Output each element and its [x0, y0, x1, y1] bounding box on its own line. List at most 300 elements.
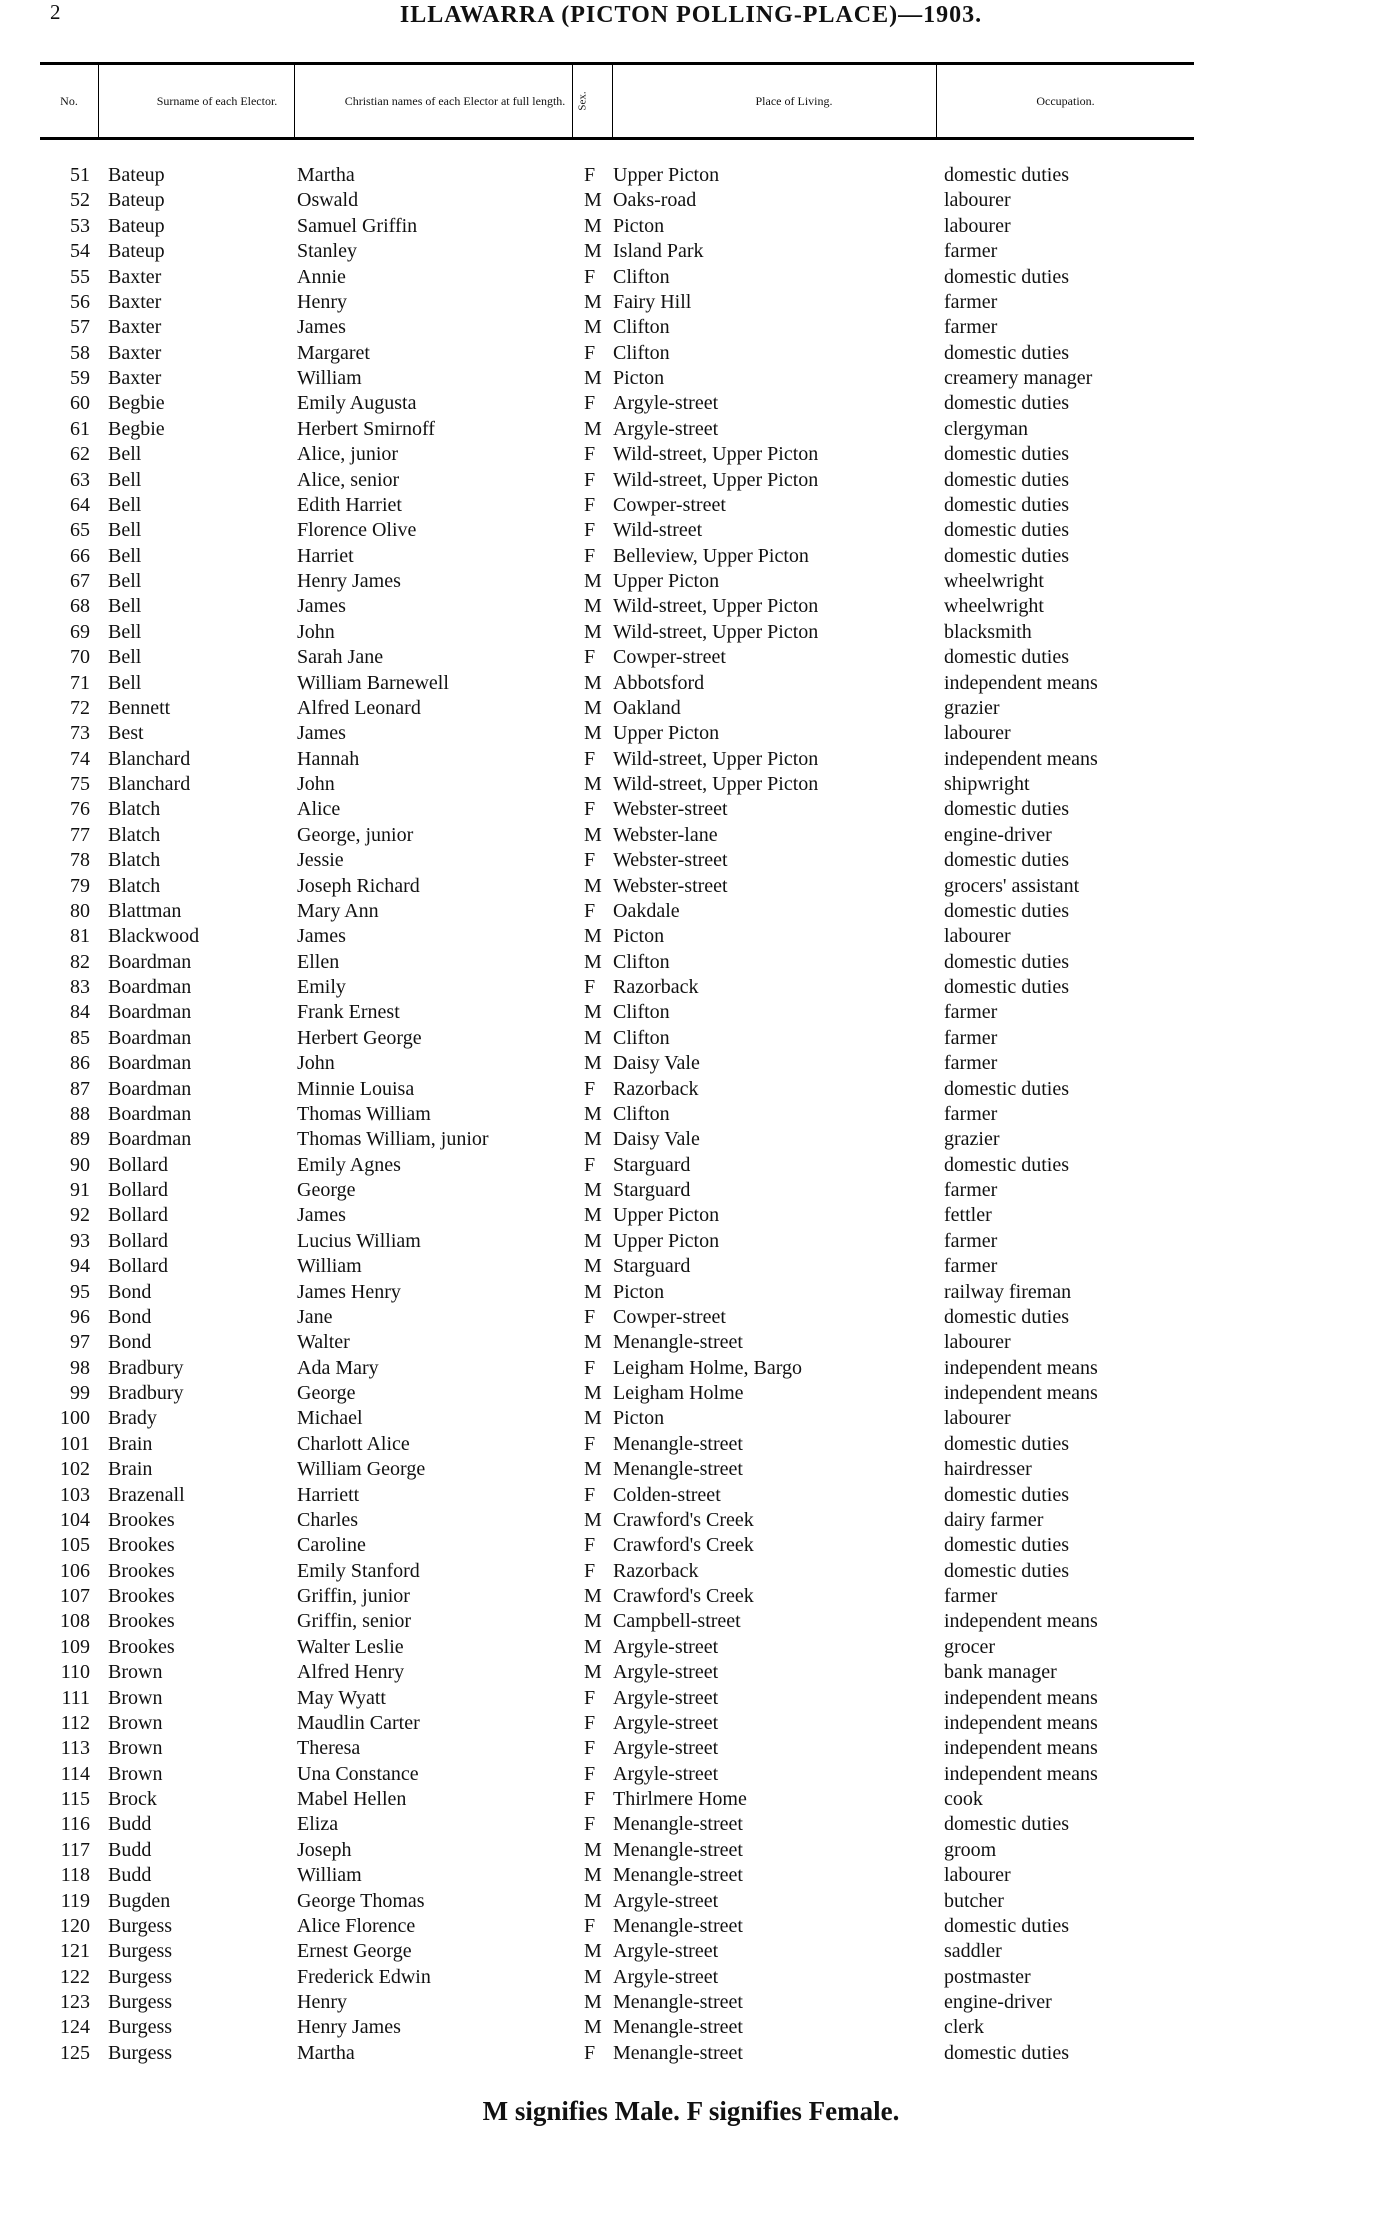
christian-names: Alfred Henry: [297, 1661, 405, 1684]
elector-number: 76: [70, 798, 90, 821]
occupation: hairdresser: [944, 1458, 1032, 1481]
elector-number: 104: [60, 1508, 90, 1531]
table-row: [0, 1889, 1382, 1914]
header-no: No.: [60, 94, 78, 108]
surname: Bond: [108, 1331, 152, 1354]
table-row: [0, 265, 1382, 290]
surname: Baxter: [108, 341, 162, 364]
surname: Baxter: [108, 265, 162, 288]
table-row: [0, 290, 1382, 315]
occupation: domestic duties: [944, 1534, 1069, 1557]
christian-names: Charles: [297, 1508, 359, 1531]
occupation: domestic duties: [944, 164, 1069, 186]
sex: F: [584, 392, 596, 415]
occupation: independent means: [944, 1686, 1098, 1709]
sex: M: [584, 671, 602, 694]
elector-number: 96: [70, 1305, 90, 1328]
elector-number: 109: [60, 1635, 90, 1658]
surname: Bell: [108, 493, 142, 516]
sex: M: [584, 1407, 602, 1430]
occupation: shipwright: [944, 773, 1030, 795]
surname: Budd: [108, 1838, 152, 1861]
christian-names: May Wyatt: [297, 1686, 386, 1709]
surname: Boardman: [108, 1052, 192, 1075]
christian-names: Edith Harriet: [297, 493, 402, 516]
place-of-living: Crawford's Creek: [613, 1585, 754, 1607]
sex: M: [584, 1001, 602, 1024]
surname: Brown: [108, 1686, 163, 1709]
sex: M: [584, 620, 602, 643]
place-of-living: Leigham Holme, Bargo: [613, 1356, 803, 1379]
christian-names: Harriett: [297, 1483, 360, 1506]
christian-names: George, junior: [297, 823, 414, 846]
surname: Blatch: [108, 849, 161, 872]
occupation: independent means: [944, 1382, 1098, 1404]
christian-names: Herbert Smirnoff: [297, 417, 435, 440]
place-of-living: Starguard: [613, 1255, 691, 1278]
surname: Brookes: [108, 1534, 175, 1557]
sex: F: [584, 1914, 596, 1937]
table-row: [0, 620, 1382, 645]
elector-number: 98: [70, 1356, 90, 1379]
table-row: [0, 1914, 1382, 1939]
elector-number: 110: [60, 1661, 90, 1684]
table-row: [0, 1787, 1382, 1812]
christian-names: Herbert George: [297, 1026, 422, 1049]
sex: M: [584, 1864, 602, 1887]
table-row: [0, 874, 1382, 899]
sex: F: [584, 1813, 596, 1836]
surname: Boardman: [108, 950, 192, 973]
table-row: [0, 975, 1382, 1000]
place-of-living: Menangle-street: [613, 1813, 743, 1836]
christian-names: John: [297, 1052, 335, 1075]
surname: Baxter: [108, 367, 162, 389]
christian-names: Mabel Hellen: [297, 1788, 407, 1810]
elector-number: 56: [70, 290, 90, 313]
christian-names: Alice: [297, 798, 341, 821]
christian-names: Griffin, senior: [297, 1610, 412, 1633]
table-row: [0, 1330, 1382, 1355]
occupation: farmer: [944, 1585, 998, 1607]
christian-names: George Thomas: [297, 1889, 425, 1912]
table-row: [0, 1356, 1382, 1381]
table-row: [0, 544, 1382, 569]
occupation: domestic duties: [944, 950, 1069, 973]
elector-number: 111: [61, 1686, 90, 1709]
sex: F: [584, 544, 596, 567]
place-of-living: Menangle-street: [613, 2041, 743, 2064]
christian-names: Thomas William, junior: [297, 1128, 489, 1151]
elector-number: 103: [60, 1483, 90, 1506]
sex: M: [584, 1331, 602, 1354]
occupation: domestic duties: [944, 646, 1069, 669]
surname: Burgess: [108, 1991, 173, 2013]
table-row: [0, 1280, 1382, 1305]
christian-names: William: [297, 367, 362, 389]
elector-number: 121: [60, 1940, 90, 1963]
sex: M: [584, 823, 602, 846]
surname: Boardman: [108, 1102, 192, 1125]
surname: Budd: [108, 1864, 152, 1887]
sex: M: [584, 1889, 602, 1912]
occupation: farmer: [944, 1102, 998, 1125]
elector-number: 51: [70, 164, 90, 186]
surname: Blackwood: [108, 925, 200, 948]
surname: Brown: [108, 1762, 163, 1785]
place-of-living: Menangle-street: [613, 1458, 743, 1481]
place-of-living: Wild-street, Upper Picton: [613, 595, 819, 618]
occupation: labourer: [944, 1864, 1011, 1887]
table-row: [0, 1026, 1382, 1051]
occupation: domestic duties: [944, 1813, 1069, 1836]
christian-names: James: [297, 1204, 346, 1227]
place-of-living: Picton: [613, 1407, 665, 1430]
occupation: labourer: [944, 925, 1011, 948]
christian-names: James: [297, 316, 346, 339]
surname: Bell: [108, 595, 142, 618]
sex: F: [584, 493, 596, 516]
surname: Brookes: [108, 1635, 175, 1658]
christian-names: Joseph: [297, 1838, 352, 1861]
occupation: independent means: [944, 1610, 1098, 1633]
christian-names: William Barnewell: [297, 671, 449, 694]
elector-number: 60: [70, 392, 90, 415]
elector-number: 68: [70, 595, 90, 618]
elector-number: 118: [60, 1864, 90, 1887]
surname: Boardman: [108, 1001, 192, 1024]
sex: M: [584, 1102, 602, 1125]
occupation: domestic duties: [944, 265, 1069, 288]
place-of-living: Picton: [613, 214, 665, 237]
elector-number: 74: [70, 747, 90, 770]
occupation: independent means: [944, 671, 1098, 694]
sex: M: [584, 1382, 602, 1404]
place-of-living: Belleview, Upper Picton: [613, 544, 809, 567]
place-of-living: Wild-street, Upper Picton: [613, 468, 819, 491]
occupation: farmer: [944, 1229, 998, 1252]
elector-number: 116: [60, 1813, 90, 1836]
elector-number: 115: [60, 1788, 90, 1810]
christian-names: Una Constance: [297, 1762, 419, 1785]
table-row: [0, 1000, 1382, 1025]
occupation: domestic duties: [944, 468, 1069, 491]
elector-number: 62: [70, 443, 90, 466]
occupation: farmer: [944, 316, 998, 339]
table-row: [0, 924, 1382, 949]
place-of-living: Argyle-street: [613, 1965, 719, 1988]
table-row: [0, 1203, 1382, 1228]
surname: Baxter: [108, 316, 162, 339]
table-row: [0, 1533, 1382, 1558]
occupation: domestic duties: [944, 519, 1069, 542]
table-row: [0, 1711, 1382, 1736]
occupation: independent means: [944, 1737, 1098, 1760]
christian-names: Martha: [297, 2041, 355, 2064]
sex: M: [584, 1940, 602, 1963]
sex: M: [584, 1838, 602, 1861]
place-of-living: Clifton: [613, 950, 670, 973]
surname: Brown: [108, 1737, 163, 1760]
page-number: 2: [50, 0, 61, 24]
surname: Bell: [108, 671, 142, 694]
elector-number: 92: [70, 1204, 90, 1227]
surname: Blanchard: [108, 773, 191, 795]
christian-names: Florence Olive: [297, 519, 417, 542]
occupation: domestic duties: [944, 899, 1069, 922]
table-row: [0, 950, 1382, 975]
christian-names: Caroline: [297, 1534, 366, 1557]
sex: M: [584, 570, 602, 592]
table-row: [0, 1254, 1382, 1279]
sex: M: [584, 773, 602, 795]
sex: M: [584, 189, 602, 212]
elector-number: 79: [70, 874, 90, 897]
christian-names: Frederick Edwin: [297, 1965, 431, 1988]
christian-names: Samuel Griffin: [297, 214, 418, 237]
occupation: domestic duties: [944, 849, 1069, 872]
place-of-living: Argyle-street: [613, 1737, 719, 1760]
table-row: [0, 518, 1382, 543]
christian-names: Henry James: [297, 570, 401, 592]
elector-number: 70: [70, 646, 90, 669]
christian-names: Ernest George: [297, 1940, 412, 1963]
surname: Bateup: [108, 240, 165, 263]
table-row: [0, 1736, 1382, 1761]
place-of-living: Wild-street, Upper Picton: [613, 443, 819, 466]
christian-names: Thomas William: [297, 1102, 431, 1125]
table-row: [0, 645, 1382, 670]
table-row: [0, 1051, 1382, 1076]
elector-number: 57: [70, 316, 90, 339]
sex: F: [584, 1483, 596, 1506]
christian-names: James Henry: [297, 1280, 401, 1303]
place-of-living: Upper Picton: [613, 164, 720, 186]
occupation: farmer: [944, 1026, 998, 1049]
occupation: clerk: [944, 2016, 984, 2039]
table-row: [0, 214, 1382, 239]
elector-number: 106: [60, 1559, 90, 1582]
elector-number: 69: [70, 620, 90, 643]
elector-number: 63: [70, 468, 90, 491]
sex-legend: M signifies Male. F signifies Female.: [482, 2096, 900, 2126]
occupation: domestic duties: [944, 544, 1069, 567]
table-row: [0, 493, 1382, 518]
occupation: domestic duties: [944, 798, 1069, 821]
occupation: independent means: [944, 1356, 1098, 1379]
occupation: grocer: [944, 1635, 996, 1658]
place-of-living: Oakdale: [613, 899, 680, 922]
sex: F: [584, 747, 596, 770]
christian-names: Emily Agnes: [297, 1153, 401, 1176]
surname: Budd: [108, 1813, 152, 1836]
elector-number: 87: [70, 1077, 90, 1100]
table-row: [0, 569, 1382, 594]
elector-number: 82: [70, 950, 90, 973]
christian-names: Joseph Richard: [297, 874, 420, 897]
elector-number: 85: [70, 1026, 90, 1049]
christian-names: Lucius William: [297, 1229, 421, 1252]
christian-names: Martha: [297, 164, 355, 186]
elector-number: 78: [70, 849, 90, 872]
christian-names: Henry: [297, 290, 347, 313]
place-of-living: Argyle-street: [613, 1635, 719, 1658]
christian-names: Eliza: [297, 1813, 339, 1836]
place-of-living: Argyle-street: [613, 1711, 719, 1734]
surname: Bell: [108, 519, 142, 542]
elector-number: 81: [70, 925, 90, 948]
sex: M: [584, 950, 602, 973]
occupation: independent means: [944, 1762, 1098, 1785]
table-row: [0, 772, 1382, 797]
sex: M: [584, 214, 602, 237]
surname: Boardman: [108, 976, 192, 998]
sex: F: [584, 1711, 596, 1734]
occupation: bank manager: [944, 1661, 1057, 1684]
place-of-living: Argyle-street: [613, 1762, 719, 1785]
table-row: [0, 468, 1382, 493]
surname: Bugden: [108, 1889, 171, 1912]
table-row: [0, 1077, 1382, 1102]
elector-number: 120: [60, 1914, 90, 1937]
christian-names: Emily Augusta: [297, 392, 417, 415]
occupation: farmer: [944, 1179, 998, 1201]
occupation: wheelwright: [944, 595, 1044, 618]
page-title: ILLAWARRA (PICTON POLLING-PLACE)—1903.: [399, 2, 983, 28]
sex: M: [584, 1661, 602, 1684]
table-row: [0, 1381, 1382, 1406]
occupation: farmer: [944, 290, 998, 313]
table-row: [0, 671, 1382, 696]
christian-names: Emily: [297, 976, 346, 998]
occupation: farmer: [944, 240, 998, 263]
sex: F: [584, 1432, 596, 1455]
elector-number: 67: [70, 570, 90, 592]
surname: Bateup: [108, 189, 165, 212]
surname: Bond: [108, 1280, 152, 1303]
occupation: labourer: [944, 214, 1011, 237]
occupation: labourer: [944, 1407, 1011, 1430]
occupation: domestic duties: [944, 976, 1069, 998]
surname: Bollard: [108, 1255, 168, 1278]
surname: Bond: [108, 1305, 152, 1328]
surname: Bateup: [108, 164, 165, 186]
christian-names: William: [297, 1255, 362, 1278]
sex: F: [584, 646, 596, 669]
sex: F: [584, 341, 596, 364]
elector-number: 117: [60, 1838, 90, 1861]
surname: Baxter: [108, 290, 162, 313]
elector-number: 100: [60, 1407, 90, 1430]
table-row: [0, 1432, 1382, 1457]
place-of-living: Cowper-street: [613, 1305, 726, 1328]
occupation: cook: [944, 1788, 983, 1810]
place-of-living: Clifton: [613, 1026, 670, 1049]
occupation: domestic duties: [944, 1432, 1069, 1455]
table-row: [0, 1584, 1382, 1609]
place-of-living: Campbell-street: [613, 1610, 741, 1633]
sex: F: [584, 164, 596, 186]
occupation: grazier: [944, 696, 1000, 719]
christian-names: Theresa: [297, 1737, 361, 1760]
sex: F: [584, 1534, 596, 1557]
surname: Blatch: [108, 823, 161, 846]
place-of-living: Menangle-street: [613, 2016, 743, 2039]
elector-number: 113: [60, 1737, 90, 1760]
christian-names: Annie: [297, 265, 346, 288]
christian-names: Margaret: [297, 341, 370, 364]
header-surname: Surname of each Elector.: [156, 94, 278, 108]
christian-names: Alice, junior: [297, 443, 399, 466]
place-of-living: Webster-street: [613, 798, 728, 821]
sex: F: [584, 1077, 596, 1100]
occupation: engine-driver: [944, 823, 1052, 846]
elector-number: 114: [60, 1762, 90, 1785]
table-row: [0, 747, 1382, 772]
occupation: postmaster: [944, 1965, 1031, 1988]
surname: Brain: [108, 1432, 153, 1455]
elector-number: 125: [60, 2041, 90, 2064]
place-of-living: Clifton: [613, 1102, 670, 1125]
table-row: [0, 1660, 1382, 1685]
surname: Blanchard: [108, 747, 191, 770]
sex: M: [584, 1965, 602, 1988]
surname: Bradbury: [108, 1382, 184, 1404]
table-header: [40, 62, 1194, 140]
place-of-living: Menangle-street: [613, 1432, 743, 1455]
table-row: [0, 1965, 1382, 1990]
surname: Begbie: [108, 392, 165, 415]
occupation: domestic duties: [944, 1914, 1069, 1937]
table-row: [0, 1127, 1382, 1152]
place-of-living: Menangle-street: [613, 1838, 743, 1861]
sex: M: [584, 1508, 602, 1531]
table-row: [0, 341, 1382, 366]
elector-number: 52: [70, 189, 90, 212]
place-of-living: Webster-street: [613, 874, 728, 897]
table-row: [0, 797, 1382, 822]
place-of-living: Upper Picton: [613, 1204, 720, 1227]
place-of-living: Upper Picton: [613, 570, 720, 592]
place-of-living: Menangle-street: [613, 1864, 743, 1887]
table-row: [0, 1635, 1382, 1660]
christian-names: Harriet: [297, 544, 354, 567]
surname: Bollard: [108, 1179, 168, 1201]
occupation: farmer: [944, 1001, 998, 1024]
table-row: [0, 239, 1382, 264]
sex: M: [584, 1026, 602, 1049]
elector-number: 65: [70, 519, 90, 542]
table-row: [0, 1483, 1382, 1508]
surname: Burgess: [108, 2016, 173, 2039]
sex: M: [584, 722, 602, 745]
christian-names: James: [297, 722, 346, 745]
surname: Bradbury: [108, 1356, 184, 1379]
surname: Brookes: [108, 1610, 175, 1633]
occupation: fettler: [944, 1204, 992, 1227]
occupation: labourer: [944, 1331, 1011, 1354]
surname: Blatch: [108, 798, 161, 821]
place-of-living: Oaks-road: [613, 189, 697, 212]
christian-names: Sarah Jane: [297, 646, 384, 669]
occupation: farmer: [944, 1052, 998, 1075]
sex: M: [584, 1991, 602, 2013]
sex: F: [584, 468, 596, 491]
occupation: domestic duties: [944, 341, 1069, 364]
elector-number: 91: [70, 1179, 90, 1201]
elector-number: 73: [70, 722, 90, 745]
surname: Brady: [108, 1407, 157, 1430]
